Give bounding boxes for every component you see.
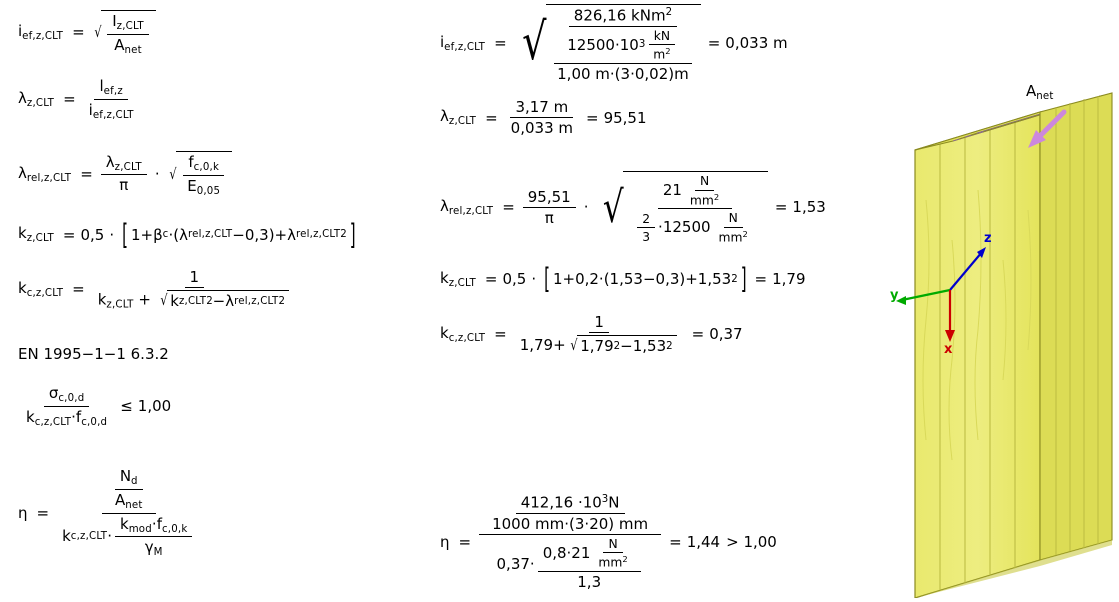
symbol: i: [18, 22, 23, 41]
numerator-term: 0,8·21: [542, 543, 591, 562]
symbol: k: [18, 279, 27, 298]
equation-i-ef-z-clt-symbolic: $i_{ef,z,CLT}$ = √ $\frac{I_{z,CLT}}{A_{net}}$: [18, 10, 438, 56]
denominator-term: k: [97, 290, 107, 309]
denominator: π: [119, 176, 129, 195]
lambda2-subscript: rel,z,CLT: [296, 229, 341, 241]
equation-i-ef-z-clt-numeric: $i_{ef,z,CLT}$ = √ 826,16 kNm$^2$ 12500·10 3 $\frac{kN}{m^2}$ 1,00 m·(3·0,02)m = 0,033 m: [440, 4, 860, 83]
numerator: f: [188, 153, 194, 172]
denominator-term-subscript: c,0,d: [81, 416, 108, 428]
fraction: [487, 494, 653, 533]
expression-part: ·(λ: [168, 225, 188, 244]
denominator: 0,033 m: [510, 119, 573, 138]
denominator-subscript: M: [153, 546, 163, 558]
numerator: 826,16 kNm: [573, 6, 666, 25]
symbol-subscript: ef,z,CLT: [444, 41, 486, 53]
plus-operator: +: [553, 335, 566, 354]
radical-sign: √: [602, 182, 624, 233]
radicand-term: 1,53: [632, 337, 667, 356]
anet-label-subscript: net: [1036, 90, 1054, 102]
expression-part: 1+β: [130, 225, 163, 244]
denominator-subscript: net: [124, 44, 142, 56]
numerator: f: [156, 514, 162, 533]
denominator-coefficient: 0,37·: [496, 554, 535, 573]
numerator-subscript: mod: [128, 523, 152, 535]
radicand-term-subscript: z,CLT: [178, 295, 207, 307]
denominator-term: 1,79: [519, 335, 554, 354]
equation-eta-symbolic: η = $\frac{N_d}{A_{net}}$ k c,z,CLT · $\frac{k_{mod}\cdot f_{c,0,k}}{\gamma_M}$: [18, 468, 438, 558]
unit-denominator: mm: [598, 555, 623, 570]
symbol: λ: [18, 88, 27, 107]
unit-denominator-superscript: 2: [742, 228, 748, 239]
coefficient: 0,5: [502, 270, 527, 289]
numerator-superscript: 3: [601, 494, 609, 505]
denominator-term: k: [26, 407, 35, 426]
multiplication-dot: ·: [71, 407, 76, 426]
denominator: 1000 mm·(3·20) mm: [492, 514, 649, 533]
bracket-right: ]: [349, 216, 356, 252]
fraction: [515, 314, 684, 356]
plus-operator: +: [138, 290, 151, 309]
numerator-unit: N: [608, 493, 620, 512]
fraction: [21, 385, 112, 428]
radical-sign: √: [94, 23, 102, 42]
numerator: 1: [594, 312, 604, 331]
unit-denominator: mm: [689, 193, 714, 208]
symbol-subscript: c,z,CLT: [26, 288, 64, 300]
unit-denominator-superscript: 2: [622, 554, 628, 565]
fraction: [506, 99, 578, 138]
equation-utilization-symbolic: [18, 385, 438, 428]
symbol-subscript: c,z,CLT: [448, 332, 486, 344]
numerator: 1: [189, 267, 200, 286]
result-value: 0,37: [709, 324, 743, 343]
symbol-subscript: z,CLT: [448, 278, 476, 290]
denominator: A: [114, 490, 126, 509]
fraction: [101, 154, 147, 195]
equation-lambda-z-clt-symbolic: $\lambda_{z,CLT}$ = $\frac{l_{ef,z}}{i_{ef,z,CLT}}$: [18, 78, 438, 121]
unit-denominator: m: [653, 47, 666, 62]
radical-sign: √: [160, 290, 168, 309]
numerator-subscript: ef,z: [103, 85, 123, 97]
symbol-subscript: z,CLT: [26, 233, 54, 245]
sqrt-group: [92, 10, 156, 56]
sqrt-group: [158, 290, 289, 310]
expression-part: 1+0,2·(1,53−0,3)+1,53: [552, 270, 732, 289]
numerator-term: 21: [662, 181, 682, 200]
unit-denominator-superscript: 2: [713, 191, 720, 202]
radical-sign: √: [169, 164, 177, 183]
lambda2-superscript: 2: [340, 229, 347, 241]
fraction: [523, 189, 576, 228]
sqrt-group: [568, 335, 677, 355]
bracket-left: [: [544, 261, 550, 296]
denominator: γ: [144, 538, 154, 557]
axis-label-y: y: [890, 288, 899, 303]
minus-operator: −: [620, 337, 633, 356]
numerator: 412,16 ·10: [520, 493, 602, 512]
symbol: λ: [440, 197, 449, 216]
expression-part: −0,3)+λ: [232, 225, 296, 244]
numerator-subscript: z,CLT: [114, 161, 142, 173]
radical-sign: √: [521, 13, 547, 73]
symbol: λ: [440, 107, 449, 126]
equation-lambda-rel-z-clt-numeric: $\lambda_{rel,z,CLT}$ = $\frac{95,51}{\pi}$ · √ 21 $\frac{N}{mm^2}$ $\frac{2}{3}$ ·12500 $\frac{N}{mm^2}$ = 1,53: [440, 171, 860, 244]
symbol: λ: [18, 163, 27, 182]
fraction: [182, 154, 225, 197]
denominator: 1,00 m·(3·0,02)m: [557, 64, 689, 83]
beta-subscript: c: [162, 229, 169, 241]
denominator-term-subscript: c,z,CLT: [34, 416, 72, 428]
anet-label: [1026, 82, 1054, 102]
denominator-subscript: ef,z,CLT: [92, 109, 134, 121]
result-value: 95,51: [603, 108, 647, 127]
numerator: l: [99, 77, 104, 96]
result-value: 1,79: [772, 270, 806, 289]
numerator: 3,17 m: [515, 97, 569, 116]
bracket-right: ]: [740, 261, 747, 296]
sqrt-group: [596, 171, 768, 244]
multiplication-dot: ·: [107, 527, 112, 546]
symbol: k: [440, 323, 449, 342]
denominator-term: 12500·10: [567, 35, 639, 54]
symbol: η: [18, 503, 28, 522]
denominator-term: ·12500: [658, 218, 711, 237]
result-value: 0,033 m: [725, 33, 788, 52]
numerator-subscript: c,0,k: [193, 162, 220, 174]
unit-fraction: [648, 29, 675, 62]
denominator-term: k: [62, 527, 71, 546]
denominator: 3: [642, 229, 651, 244]
symbol: i: [440, 32, 445, 51]
fraction: [115, 516, 192, 559]
unit-denominator: mm: [718, 230, 743, 245]
symbol-subscript: rel,z,CLT: [26, 172, 72, 184]
unit-numerator: N: [608, 537, 618, 552]
numerator-superscript: 2: [665, 7, 673, 18]
radicand-term: k: [170, 292, 179, 311]
radicand-term-subscript: rel,z,CLT: [234, 295, 279, 307]
limit-value: 1,00: [137, 397, 172, 416]
numerator-subscript: c,0,k: [161, 523, 188, 535]
axis-label-x: x: [944, 342, 953, 357]
coefficient: 0,5: [80, 225, 105, 244]
fraction: [538, 537, 641, 591]
equation-kc-z-clt-numeric: $k_{c,z,CLT}$ = 1 1,79 + √ 1,79 2 − 1,53 2 = 0,37: [440, 312, 743, 356]
equation-k-z-clt-numeric: $k_{z,CLT}$ = 0,5 · [ 1+0,2·(1,53−0,3)+1,53 2 ] = 1,79: [440, 261, 806, 296]
lambda-subscript: rel,z,CLT: [187, 229, 233, 241]
fraction: [562, 7, 683, 62]
denominator-superscript: 3: [638, 39, 646, 51]
unit-denominator-superscript: 2: [665, 46, 671, 56]
symbol: η: [440, 532, 450, 551]
relation-operator: ≤: [120, 397, 133, 416]
symbol-subscript: ef,z,CLT: [22, 31, 64, 43]
symbol: k: [18, 224, 27, 243]
clt-3d-diagram: [860, 0, 1119, 598]
unit-fraction: [714, 211, 753, 244]
unit-numerator: N: [728, 211, 738, 226]
left-formula-column: [18, 10, 438, 585]
numerator-subscript: c,0,d: [58, 393, 85, 405]
equation-lambda-rel-z-clt-symbolic: $\lambda_{rel,z,CLT}$ = $\frac{\lambda_{z,CLT}}{\pi}$ · √ $\frac{f_{c,0,k}}{E_{0,05}}$: [18, 151, 438, 197]
radicand-term-superscript: 2: [206, 295, 213, 307]
clt-panel-figure: [860, 0, 1119, 598]
numerator: σ: [48, 384, 59, 403]
numerator: k: [120, 514, 129, 533]
panel-front-face: [915, 112, 1040, 598]
denominator: π: [544, 208, 554, 227]
denominator-term-subscript: c,z,CLT: [70, 531, 108, 543]
radicand-term: 1,79: [580, 337, 614, 356]
denominator-term: f: [75, 407, 82, 426]
result-value: 1,44: [686, 532, 721, 551]
equation-lambda-z-clt-numeric: $\lambda_{z,CLT}$ = $\frac{3,17 m}{0,033 m}$ = 95,51: [440, 97, 647, 138]
radicand-term-superscript: 2: [278, 295, 285, 307]
unit-numerator: N: [699, 174, 710, 189]
denominator-subscript: 0,05: [196, 185, 221, 197]
fraction: [552, 7, 694, 83]
axis-label-z: z: [984, 231, 992, 246]
equation-k-z-clt-symbolic: $k_{z,CLT}$ = 0,5 · [ 1+β c ·(λ rel,z,CLT −0,3)+λ rel,z,CLT 2 ]: [18, 216, 356, 252]
minus-operator: −: [212, 292, 226, 311]
numerator-subscript: d: [131, 476, 138, 488]
numerator: 95,51: [527, 187, 571, 206]
symbol-subscript: z,CLT: [26, 97, 55, 109]
radicand-superscript: 2: [613, 340, 621, 352]
comparison-note: > 1,00: [726, 532, 777, 551]
fraction: [107, 13, 149, 56]
denominator: i: [88, 100, 93, 119]
denominator: A: [114, 35, 125, 54]
denominator-subscript: net: [125, 499, 143, 511]
numerator: N: [119, 467, 132, 486]
symbol: k: [440, 269, 449, 288]
fraction: [57, 468, 200, 558]
numerator: λ: [105, 152, 115, 171]
sqrt-group: [167, 151, 233, 197]
equation-eta-numeric: η = $\frac{412,16 \cdot 10^3N}{1000 mm\cdot(3\cdot 20) mm}$ 0,37· 0,8·21 $\frac{N}{mm^2}$ 1,3 = 1,44 > 1,00: [440, 493, 777, 591]
unit-fraction: [685, 174, 724, 207]
denominator-term-subscript: z,CLT: [106, 299, 134, 311]
fraction: [84, 78, 139, 121]
fraction: [629, 174, 761, 244]
symbol-subscript: rel,z,CLT: [448, 205, 494, 217]
result-value: 1,53: [792, 198, 826, 217]
numerator: I: [112, 12, 117, 30]
denominator: 1,3: [577, 572, 602, 591]
fraction: [93, 269, 296, 311]
numerator-subscript: z,CLT: [116, 20, 144, 32]
code-reference: EN 1995−1−1 6.3.2: [18, 345, 169, 364]
unit-fraction: [593, 537, 632, 570]
expression-superscript: 2: [731, 274, 738, 286]
bracket-left: [: [122, 216, 128, 252]
multiplication-dot: ·: [151, 514, 157, 533]
sqrt-group: [514, 4, 701, 83]
unit-numerator: kN: [653, 28, 671, 43]
denominator: E: [187, 176, 197, 195]
radical-sign: √: [570, 335, 578, 354]
numerator: 2: [642, 211, 651, 226]
radicand-superscript: 2: [666, 340, 673, 352]
fraction-two-thirds: [637, 212, 655, 244]
equation-kc-z-clt-symbolic: $k_{c,z,CLT}$ = 1 $k_{z,CLT}$ + √ k z,CLT 2 − λ rel,z,CLT 2: [18, 269, 438, 311]
symbol-subscript: z,CLT: [448, 116, 477, 128]
radicand-term: λ: [225, 292, 235, 311]
anet-label-text: A: [1026, 82, 1037, 100]
fraction: [110, 468, 148, 511]
fraction: [479, 494, 661, 591]
